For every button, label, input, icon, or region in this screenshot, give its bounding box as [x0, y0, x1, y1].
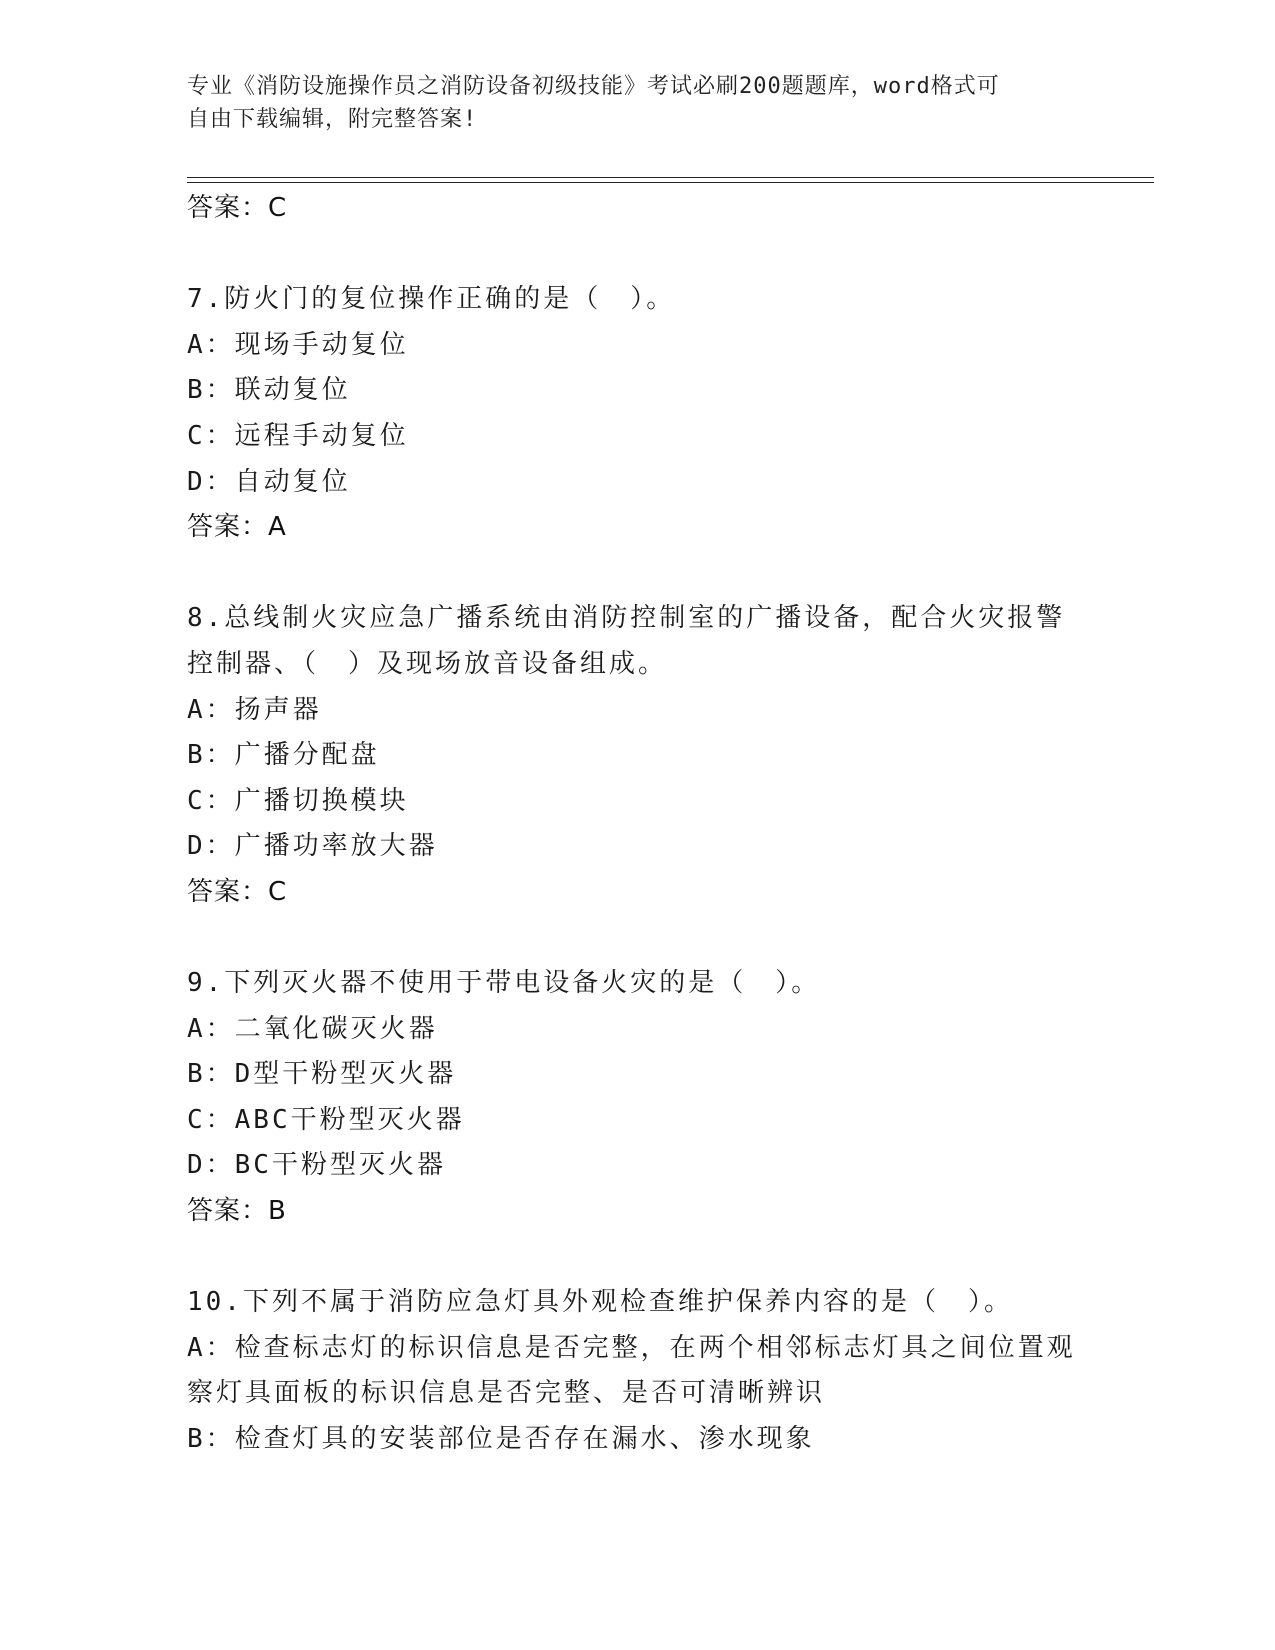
- option-a: A：二氧化碳灭火器: [187, 1013, 438, 1044]
- header-divider-thin: [187, 182, 1154, 183]
- question-list: [187, 186, 1087, 1463]
- option-a-cont: 察灯具面板的标识信息是否完整、是否可清晰辨识: [187, 1378, 826, 1409]
- question-8: [187, 596, 1087, 915]
- header-divider: [187, 177, 1154, 178]
- spacer: [187, 232, 1087, 278]
- option-b: B：联动复位: [187, 375, 351, 406]
- option-b: B：广播分配盘: [187, 740, 380, 771]
- option-c: C：远程手动复位: [187, 420, 409, 451]
- document-header: [187, 70, 1067, 136]
- question-7: [187, 277, 1087, 551]
- option-b: B：D型干粉型灭火器: [187, 1059, 457, 1090]
- spacer: [187, 1235, 1087, 1281]
- header-line-2: 自由下载编辑，附完整答案!: [187, 107, 478, 132]
- option-b: B：检查灯具的安装部位是否存在漏水、渗水现象: [187, 1424, 815, 1455]
- option-a: A：扬声器: [187, 694, 322, 725]
- answer-previous: 答案：C: [187, 193, 288, 223]
- spacer: [187, 551, 1087, 597]
- question-stem-cont: 控制器、（ ）及现场放音设备组成。: [187, 648, 668, 679]
- answer: 答案：B: [187, 1196, 287, 1227]
- question-stem: 10.下列不属于消防应急灯具外观检查维护保养内容的是（ ）。: [187, 1287, 1013, 1318]
- option-a: A：现场手动复位: [187, 329, 409, 360]
- question-10: [187, 1280, 1087, 1462]
- option-c: C：广播切换模块: [187, 785, 409, 816]
- question-stem: 9.下列灭火器不使用于带电设备火灾的是（ ）。: [187, 968, 821, 999]
- question-stem: 7.防火门的复位操作正确的是（ ）。: [187, 284, 676, 315]
- option-c: C：ABC干粉型灭火器: [187, 1104, 465, 1135]
- answer: 答案：C: [187, 876, 288, 907]
- spacer: [187, 916, 1087, 962]
- question-9: [187, 961, 1087, 1235]
- answer: 答案：A: [187, 512, 287, 543]
- option-d: D：自动复位: [187, 466, 351, 497]
- header-line-1: 专业《消防设施操作员之消防设备初级技能》考试必刷200题题库，word格式可: [187, 74, 1000, 99]
- question-stem: 8.总线制火灾应急广播系统由消防控制室的广播设备，配合火灾报警: [187, 603, 1066, 634]
- option-d: D：BC干粉型灭火器: [187, 1150, 446, 1181]
- option-d: D：广播功率放大器: [187, 831, 438, 862]
- option-a: A：检查标志灯的标识信息是否完整，在两个相邻标志灯具之间位置观: [187, 1332, 1076, 1363]
